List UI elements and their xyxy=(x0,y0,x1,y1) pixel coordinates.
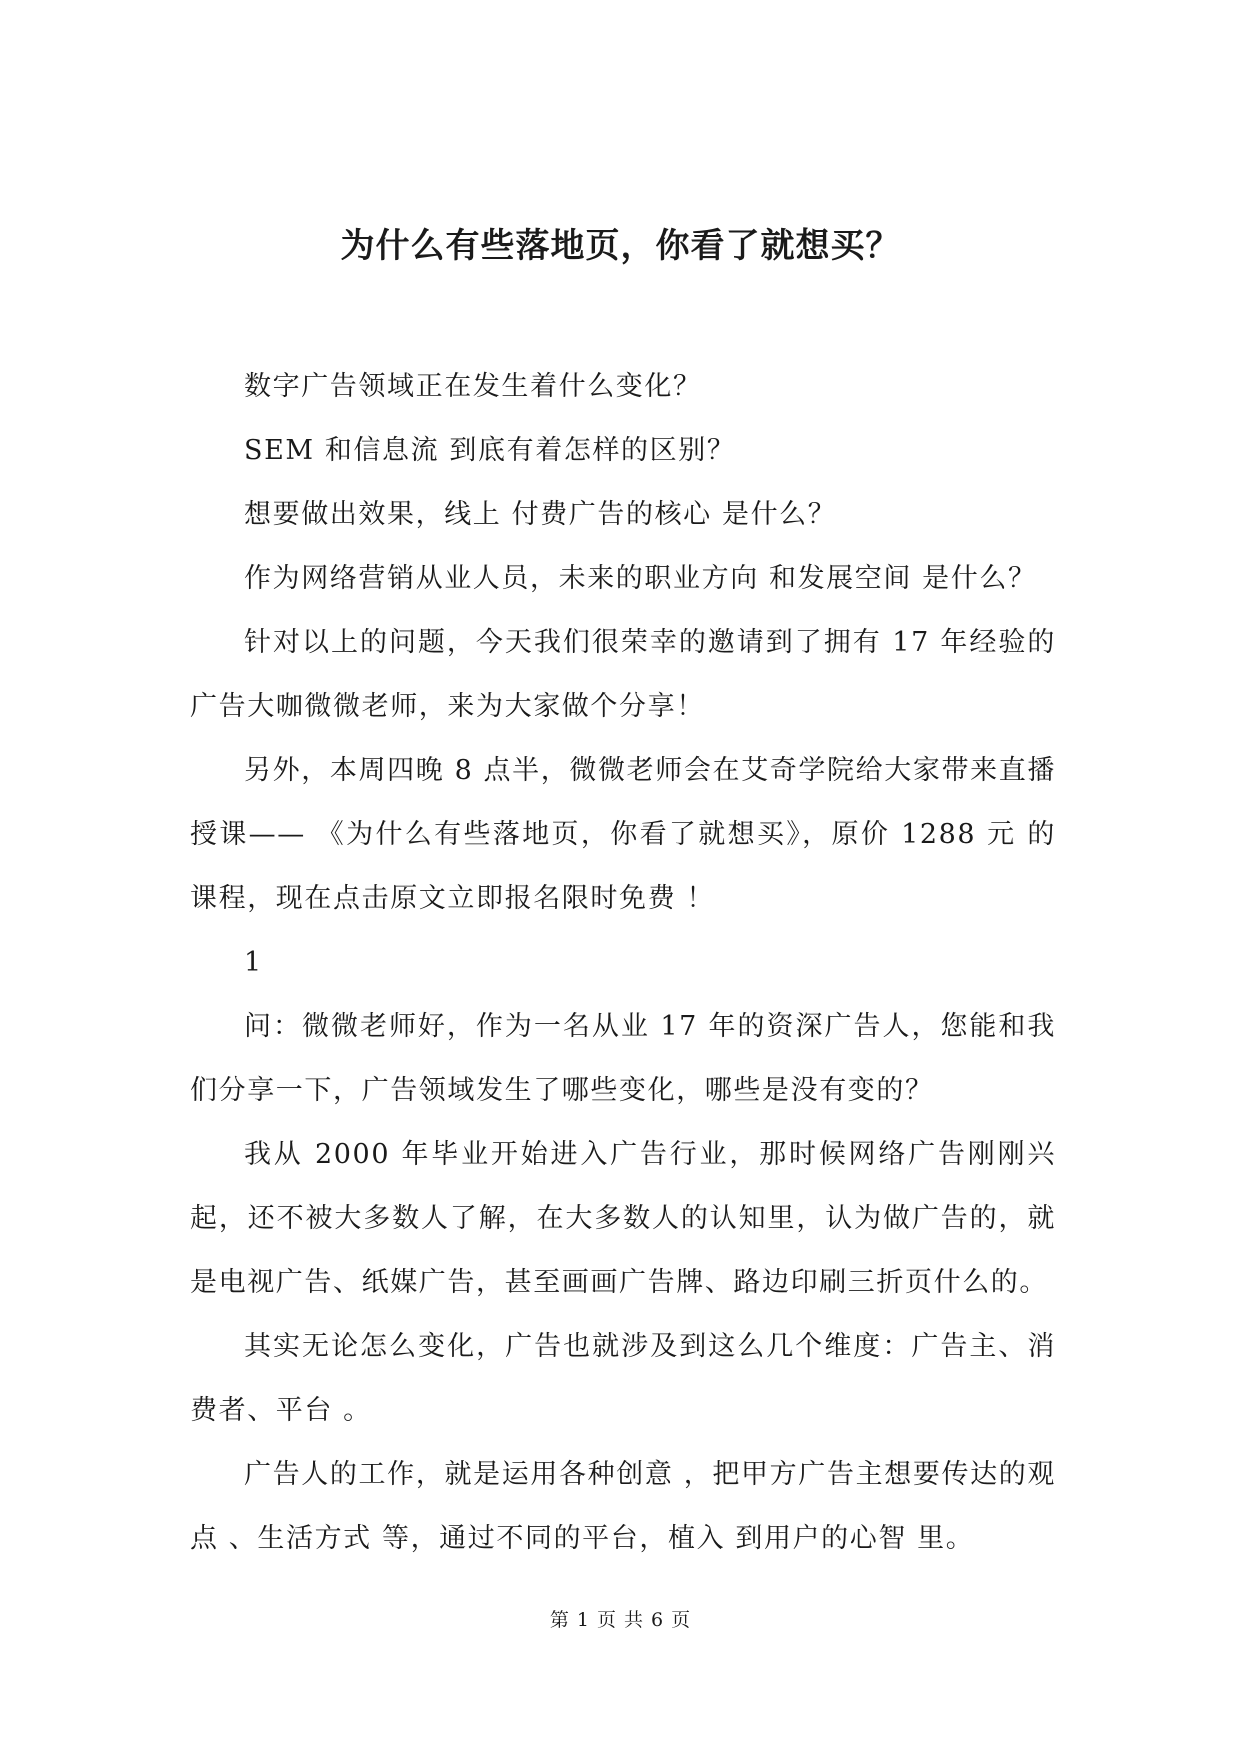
document-body xyxy=(190,355,1056,1571)
paragraph: 想要做出效果，线上 付费广告的核心 是什么？ xyxy=(244,499,837,530)
paragraph: 广告人的工作，就是运用各种创意 ，把甲方广告主想要传达的观点 、生活方式 等，通过不同的平台，植入 到用户的心智 里。 xyxy=(190,1459,1056,1554)
paragraph: 数字广告领域正在发生着什么变化？ xyxy=(244,371,702,402)
page-footer: 第 1 页 共 6 页 xyxy=(549,1609,692,1631)
paragraph: 问：微微老师好，作为一名从业 17 年的资深广告人，您能和我们分享一下，广告领域发生了哪些变化，哪些是没有变的？ xyxy=(190,1011,1056,1106)
paragraph: SEM 和信息流 到底有着怎样的区别？ xyxy=(244,435,736,466)
paragraph: 另外，本周四晚 8 点半，微微老师会在艾奇学院给大家带来直播授课—— 《为什么有些落地页，你看了就想买》，原价 1288 元 的课程，现在点击原文立即报名限时免费 ！ xyxy=(190,755,1056,914)
paragraph: 作为网络营销从业人员，未来的职业方向 和发展空间 是什么？ xyxy=(244,563,1037,594)
document-title: 为什么有些落地页，你看了就想买？ xyxy=(340,226,901,266)
paragraph: 针对以上的问题，今天我们很荣幸的邀请到了拥有 17 年经验的广告大咖微微老师，来为大家做个分享！ xyxy=(190,627,1056,722)
paragraph: 我从 2000 年毕业开始进入广告行业，那时候网络广告刚刚兴起，还不被大多数人了解，在大多数人的认知里，认为做广告的，就是电视广告、纸媒广告，甚至画画广告牌、路边印刷三折页什么的。 xyxy=(190,1139,1056,1298)
paragraph: 其实无论怎么变化，广告也就涉及到这么几个维度：广告主、消费者、平台 。 xyxy=(190,1331,1056,1426)
section-number: 1 xyxy=(244,947,263,978)
